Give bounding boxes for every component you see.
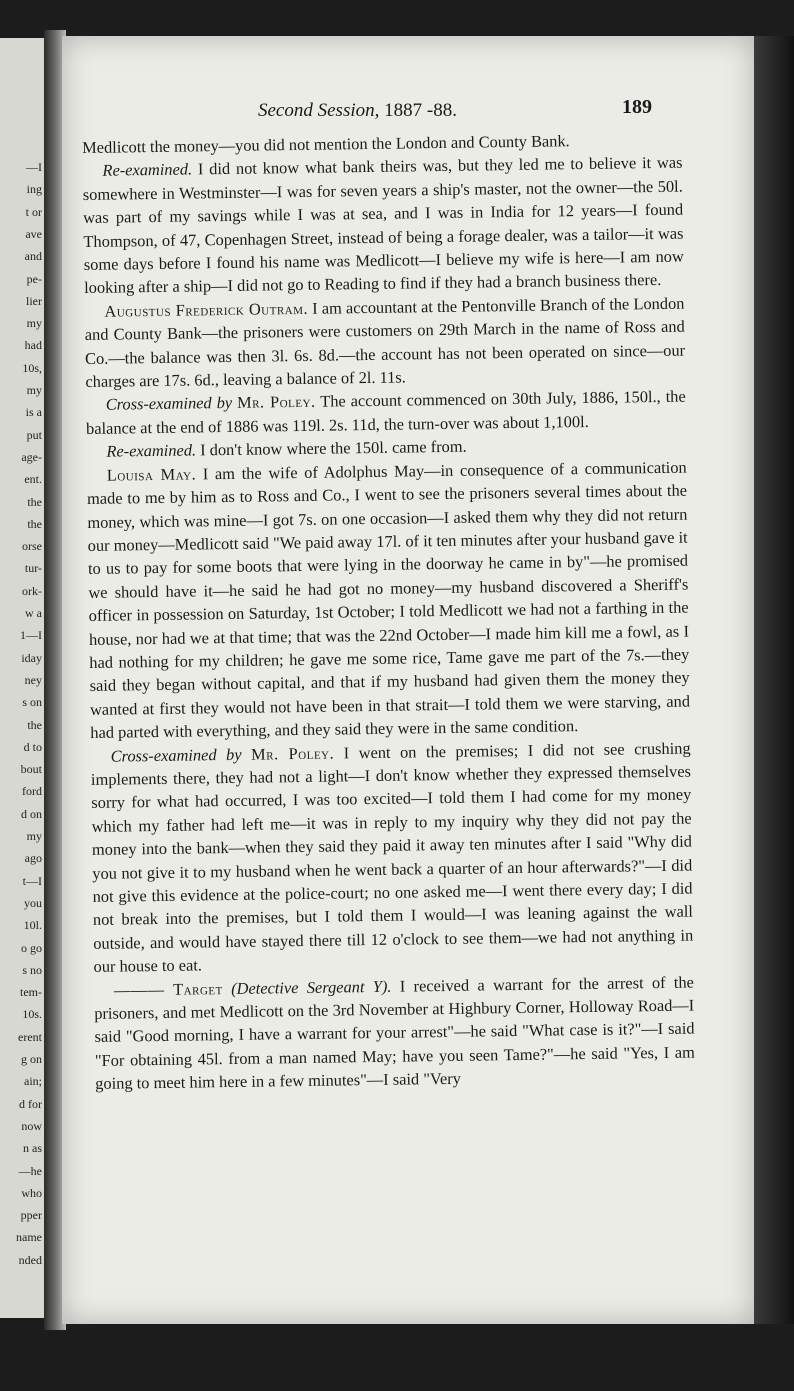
facing-page-fragment: erent bbox=[18, 1029, 42, 1044]
testimony-text: I am the wife of Adolphus May—in consequence of a communication made to me by him as to Ross and Co., I went to see the prisoners several times about the money, which was mine—I got 7s. on one occasion—I asked them why they did not return our money—Medlicott said "We paid away 17l. of it ten minutes after your husband gave it to us to pay for some boots that were lying in the doorway he came in by"—he promised we should have it—he said he had got no money—my husband discovered a Sheriff's officer in possession on Saturday, 1st October; I told Medlicott we had not a farthing in the house, nor had we at that time; that was the 22nd October—I made him kill me a fowl, as I had nothing for my children; he gave me some rice, Tame gave me part of the 7s.—they said they began without capital, and that if my husband had given them the money they wanted at first they would not have been in that strait—I told them we were starving, and had parted with everything, and they said they were in the same condition. bbox=[86, 457, 691, 743]
facing-page-fragment: my bbox=[26, 383, 42, 397]
facing-page-fragment: nded bbox=[18, 1252, 42, 1267]
facing-page-fragment: s on bbox=[22, 695, 42, 710]
facing-page-fragment: who bbox=[21, 1185, 42, 1200]
facing-page-fragment: 1—I bbox=[20, 628, 42, 643]
examination-label: Re-examined. bbox=[106, 440, 197, 461]
testimony-text: Medlicott the money—you did not mention the London and County Bank. bbox=[82, 131, 570, 157]
facing-page-fragment: 10s. bbox=[22, 1007, 42, 1022]
facing-page-fragment: tur- bbox=[24, 561, 42, 576]
facing-page-fragment: ford bbox=[22, 784, 42, 799]
facing-page-fragment: now bbox=[21, 1118, 42, 1133]
facing-page-fragment: you bbox=[24, 895, 42, 910]
facing-page-fragment: ago bbox=[24, 851, 42, 866]
facing-page-fragment: d for bbox=[19, 1096, 42, 1111]
speaker-name: Augustus Frederick Outram. bbox=[104, 298, 309, 321]
testimony-paragraph bbox=[84, 291, 685, 393]
examination-label: Cross-examined by bbox=[105, 393, 233, 415]
facing-page-fragment: my bbox=[26, 829, 42, 843]
facing-page-fragment: pper bbox=[20, 1208, 42, 1223]
facing-page-fragment: lier bbox=[26, 293, 42, 308]
facing-page-fragment: ork- bbox=[22, 583, 42, 598]
facing-page-fragment: bout bbox=[20, 762, 42, 777]
testimony-text: I did not know what bank theirs was, but they led me to believe it was somewhere in Westminster—I was for seven years a ship's master, not the owner—the 50l. was part of my savings while I was at sea, and I was in India for 12 years—I found Thompson, of 47, Copenhagen Street, instead of being a forage dealer, was a tailor—it was some days before I found his name was Medlicott—I believe my wife is here—I am now looking after a ship—I did not go to Reading to find if they had a branch business there. bbox=[82, 153, 684, 298]
facing-page-fragment: ing bbox=[26, 182, 42, 197]
facing-page-fragment: age- bbox=[21, 449, 42, 464]
facing-page-fragment: orse bbox=[22, 539, 42, 554]
facing-page-fragment: is a bbox=[25, 405, 42, 420]
facing-page-fragment: and bbox=[24, 249, 42, 264]
facing-page-fragment: s no bbox=[22, 962, 42, 977]
facing-page-fragment: d on bbox=[21, 806, 42, 821]
testimony-paragraph bbox=[86, 385, 687, 440]
facing-page-fragment: d to bbox=[23, 739, 42, 754]
testimony-paragraph bbox=[87, 455, 691, 744]
page-body bbox=[82, 128, 695, 1096]
book-page bbox=[62, 36, 754, 1324]
facing-page-fragment: w a bbox=[25, 606, 42, 620]
facing-page-fragment: 10l. bbox=[23, 918, 42, 933]
facing-page-fragment: the bbox=[27, 494, 42, 509]
speaker-name: ——— Target bbox=[113, 978, 223, 1000]
testimony-paragraph bbox=[90, 736, 693, 978]
book-edge-shadow bbox=[754, 36, 794, 1324]
facing-page-fragment: name bbox=[16, 1230, 42, 1245]
facing-page-edge bbox=[0, 38, 47, 1318]
facing-page-fragment: tem- bbox=[20, 985, 42, 1000]
facing-page-fragment: put bbox=[26, 427, 42, 442]
facing-page-fragment: ain; bbox=[24, 1074, 42, 1089]
facing-page-fragment: o go bbox=[21, 940, 42, 955]
facing-page-fragment: the bbox=[27, 717, 42, 732]
facing-page-fragment: g on bbox=[21, 1052, 42, 1066]
facing-page-fragment: my bbox=[26, 316, 42, 331]
page-header bbox=[62, 96, 754, 130]
speaker-name: Louisa May. bbox=[106, 464, 197, 485]
facing-page-fragment: —he bbox=[18, 1163, 42, 1178]
facing-page-fragment: —I bbox=[26, 160, 42, 174]
testimony-paragraph bbox=[94, 970, 696, 1095]
speaker-name: Mr. Poley. bbox=[250, 743, 335, 764]
facing-page-fragment: 10s, bbox=[22, 360, 42, 375]
testimony-paragraph bbox=[82, 151, 684, 300]
testimony-text: I received a warrant for the arrest of the prisoners, and met Medlicott on the 3rd November at Highbury Corner, Holloway Road—I said "Good morning, I have a warrant for your arrest"—he said "What case is it?"—I said "For obtaining 45l. from a man named May; have you seen Tame?"—he said "Yes, I am going to meet him here in a few minutes"—I said "Very bbox=[94, 972, 695, 1094]
examination-label: Re-examined. bbox=[102, 159, 193, 181]
facing-page-fragment: the bbox=[27, 516, 42, 531]
testimony-text: The account commenced on 30th July, 1886, 150l., the balance at the end of 1886 was 119l. 2s. 11d, the turn-over was about 1,100l. bbox=[85, 387, 686, 438]
testimony-text: I went on the premises; I did not see crushing implements there, they had not a light—I don't know whether they expressed themselves sorry for what had occurred, I was too excited—I told them I had come for my money which my father had left me—it was in reply to my inquiry why they did not pay the money into the bank—when they said they paid it away ten minutes after I said "Why did you not give it to my husband when he went back a quarter of an hour afterwards?"—I did not give this evidence at the police-court; no one asked me—I went there every day; I did not break into the premises, but I told them I would—I was leaning against the wall outside, and would have stayed there till 12 o'clock to see them—we had not anything in our house to eat. bbox=[90, 738, 694, 977]
facing-page-fragment: ave bbox=[25, 226, 42, 241]
testimony-text: I am accountant at the Pentonville Branch of the London and County Bank—the prisoners were customers on 29th March in the name of Ross and Co.—the balance was then 3l. 6s. 8d.—the account has not been operated on since—our charges are 17s. 6d., leaving a balance of 2l. 11s. bbox=[84, 293, 686, 392]
speaker-name: Mr. Poley. bbox=[236, 392, 316, 413]
facing-page-fragment: iday bbox=[21, 650, 42, 665]
facing-page-fragment: pe- bbox=[26, 271, 42, 286]
facing-page-fragment: t or bbox=[25, 204, 42, 219]
facing-page-fragment: ent. bbox=[24, 472, 42, 487]
facing-page-fragment: t—I bbox=[22, 873, 42, 888]
facing-page-fragment: had bbox=[24, 338, 42, 353]
page-number: 189 bbox=[622, 96, 652, 118]
running-title: Second Session, 1887 -88. bbox=[258, 100, 457, 121]
facing-page-fragment: ney bbox=[24, 672, 42, 687]
facing-page-fragment: n as bbox=[23, 1141, 42, 1156]
testimony-text: I don't know where the 150l. came from. bbox=[195, 436, 467, 460]
speaker-title: (Detective Sergeant Y). bbox=[222, 976, 392, 998]
examination-label: Cross-examined by bbox=[110, 744, 242, 766]
